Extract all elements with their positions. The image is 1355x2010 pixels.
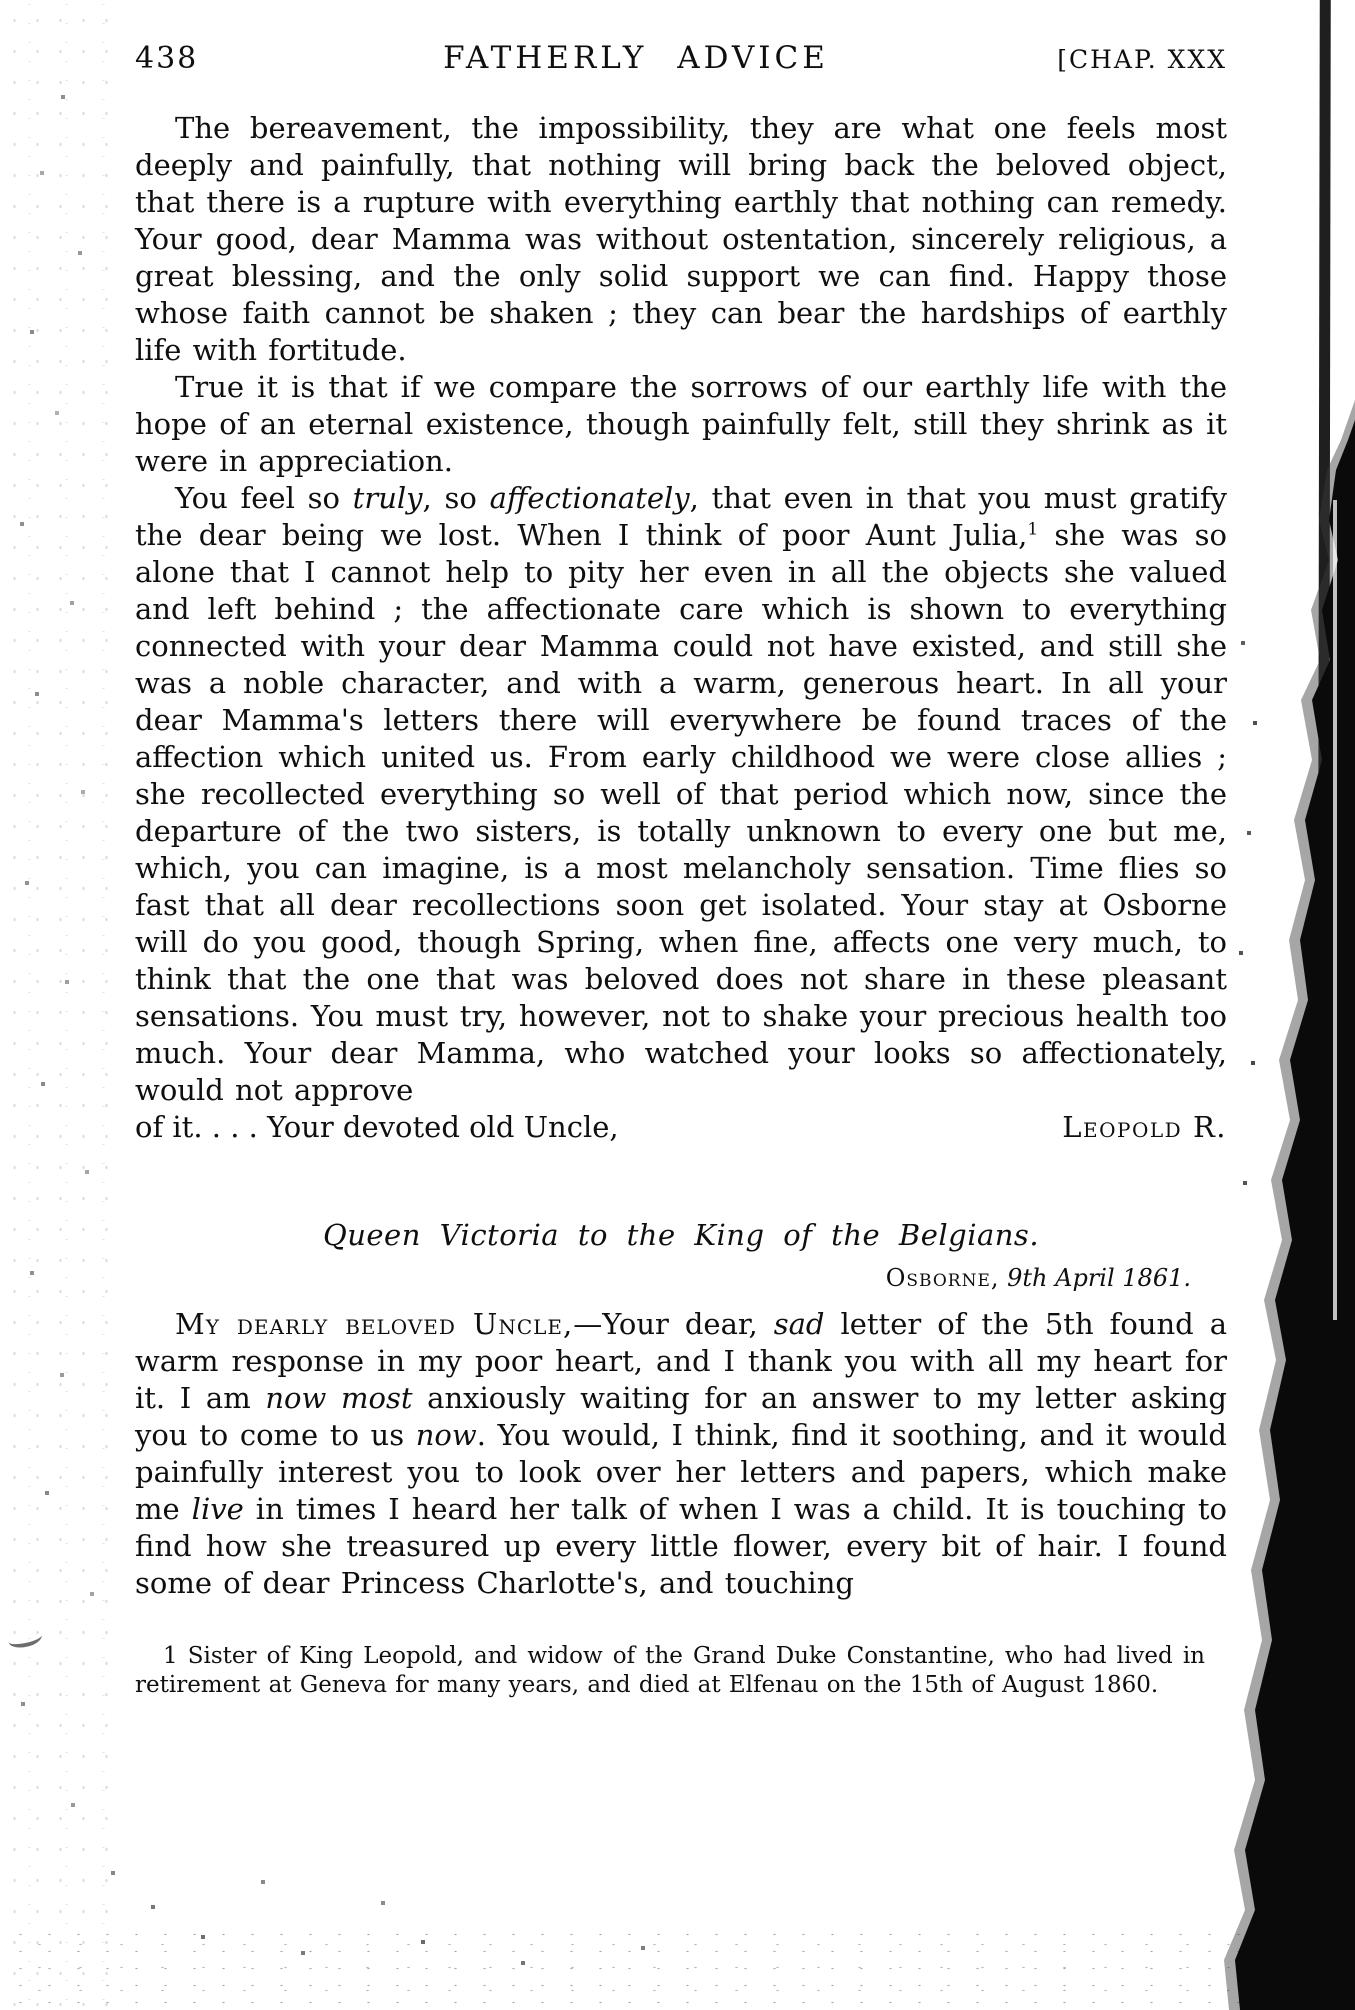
scan-noise-bottom (0, 1922, 1250, 2010)
text-run: letter of the 5th found a warm response in my poor heart, and I thank you with all my heart for it. I am (135, 1307, 1228, 1415)
page-number: 438 (135, 41, 199, 76)
footnote-text: Sister of King Leopold, and widow of the Grand Duke Constantine, who had lived in retirement at Geneva for many years, and died at Elfenau on the 15th of August 1860. (135, 1643, 1205, 1698)
chapter-marker: [CHAP. XXX (1057, 45, 1227, 74)
italic-phrase-now-most: now most (265, 1381, 413, 1415)
letter2-heading: Queen Victoria to the King of the Belgians. (322, 1218, 1040, 1252)
binding-shadow (1215, 0, 1355, 2010)
salutation: My dearly beloved Uncle, (175, 1307, 574, 1341)
footnote (135, 1642, 1205, 1700)
footnote-marker: 1 (163, 1643, 178, 1669)
scan-speckles (0, 0, 2, 2)
signature-leopold: Leopold R. (1062, 1110, 1227, 1144)
letter1-paragraph-3 (135, 480, 1227, 1109)
dateline-date: 9th April 1861. (1007, 1264, 1191, 1292)
letter1-paragraph-1 (135, 110, 1227, 369)
closing-text: of it. . . . Your devoted old Uncle, (135, 1110, 619, 1144)
italic-word-now: now (415, 1418, 477, 1452)
text-run: You feel so (175, 481, 353, 515)
letter2-dateline (135, 1264, 1227, 1292)
text-run: , that even in that you must gratify the dear being we lost. When I think of poor Aunt Julia, (135, 481, 1227, 552)
italic-word-live: live (191, 1492, 244, 1526)
running-head (135, 40, 1227, 76)
text-run: anxiously waiting for an answer to my letter asking you to come to us (135, 1381, 1227, 1452)
italic-word-truly: truly (352, 481, 423, 515)
scan-noise-left-margin (0, 0, 115, 2010)
letter2-paragraph-1 (135, 1306, 1227, 1602)
dateline-place: Osborne, (885, 1264, 1000, 1292)
text-run: True it is that if we compare the sorrows of our earthly life with the hope of an eternal existence, though painfully felt, still they shrink as it were in appreciation. (135, 370, 1227, 478)
text-column (135, 40, 1227, 1700)
footnote-reference: 1 (1027, 519, 1039, 540)
text-run: she was so alone that I cannot help to pity her even in all the objects she valued and left behind ; the affectionate care which is shown to everything connected with your dear Mamma could not have existed, and still she was a noble character, and with a warm, generous heart. In all your dear Mamma's letters there will everywhere be found traces of the affection which united us. From early childhood we were close allies ; she recollected everything so well of that period which now, since the departure of the two sisters, is totally unknown to every one but me, which, you can imagine, is a most melancholy sensation. Time flies so fast that all dear recollections soon get isolated. Your stay at Osborne will do you good, though Spring, when fine, affects one very much, to think that the one that was beloved does not share in these pleasant sensations. You must try, however, not to shake your precious health too much. Your dear Mamma, who watched your looks so affectionately, would not approve (135, 518, 1227, 1107)
italic-word-affectionately: affectionately (489, 481, 690, 515)
text-run: , so (422, 481, 490, 515)
text-run: —Your dear, (573, 1307, 774, 1341)
text-run: The bereavement, the impossibility, they are what one feels most deeply and painfully, that nothing will bring back the beloved object, that there is a rupture with everything earthly that nothing can remedy. Your good, dear Mamma was without ostentation, sincerely religious, a great blessing, and the only solid support we can find. Happy those whose faith cannot be shaken ; they can bear the hardships of earthly life with fortitude. (135, 111, 1227, 367)
text-run: in times I heard her talk of when I was a child. It is touching to find how she treasured up every little flower, every bit of hair. I found some of dear Princess Charlotte's, and touching (135, 1492, 1227, 1600)
letter1-paragraph-2 (135, 369, 1227, 480)
letter1-closing-line (135, 1109, 1227, 1146)
running-head-title: FATHERLY ADVICE (443, 40, 829, 76)
text-run: . You would, I think, find it soothing, and it would painfully interest you to look over her letters and papers, which make me (135, 1418, 1227, 1526)
italic-word-sad: sad (773, 1307, 825, 1341)
